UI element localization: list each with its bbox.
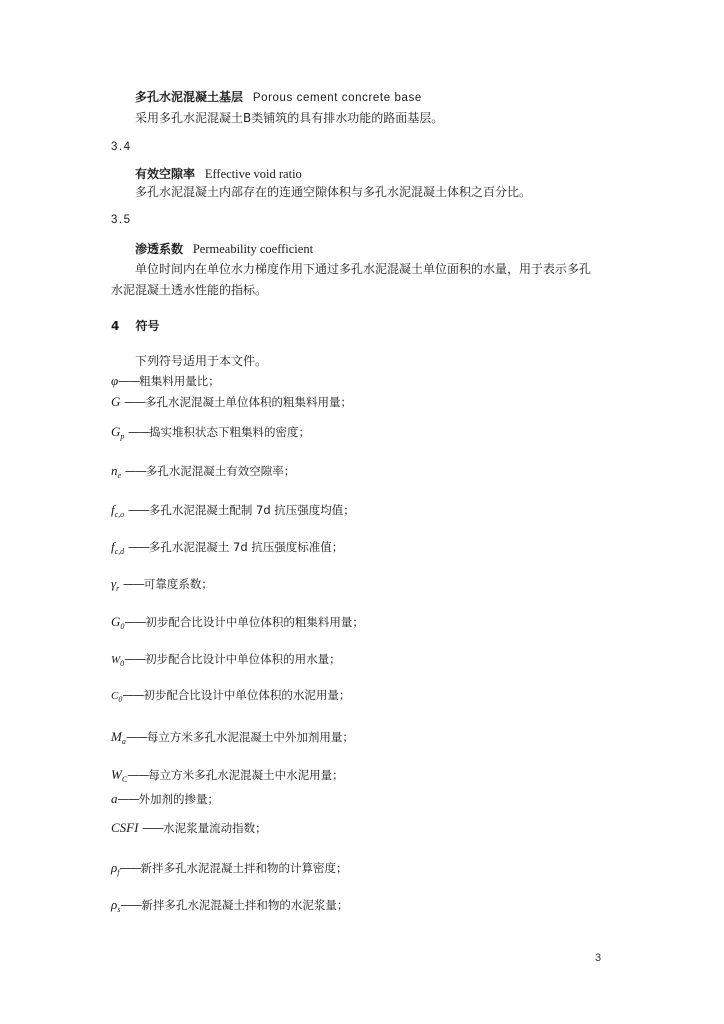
- symbol-dash: ——: [122, 688, 144, 702]
- symbol-dash: ——: [124, 652, 146, 666]
- term-heading-void-ratio: [135, 166, 302, 182]
- symbol-dash: ——: [142, 821, 164, 835]
- symbol: $W_0$: [111, 654, 125, 668]
- symbol-description: 水泥浆量流动指数；: [163, 821, 267, 835]
- section-intro: 下列符号适用于本文件。: [135, 354, 268, 368]
- term-title-en: Effective void ratio: [204, 167, 302, 181]
- symbol-row: [111, 651, 341, 668]
- symbol-description: 可靠度系数；: [143, 577, 213, 591]
- term-title-cn: 有效空隙率: [135, 167, 196, 181]
- symbol-row: [111, 687, 350, 704]
- symbol: $\rho_s$: [111, 897, 121, 914]
- symbol-dash: ——: [127, 503, 149, 517]
- symbol-dash: ——: [120, 898, 142, 912]
- symbol-dash: ——: [124, 395, 146, 409]
- symbol-row: [111, 820, 267, 837]
- clause-number: 3.4: [111, 141, 132, 153]
- term-title-en: Permeability coefficient: [192, 242, 314, 256]
- symbol: $\rho_f$: [111, 860, 120, 877]
- symbol-description: 外加剂的掺量；: [138, 792, 219, 806]
- symbol: a: [111, 791, 118, 806]
- symbol-row: [111, 897, 348, 914]
- symbol-description: 新拌多孔水泥混凝土拌和物的水泥浆量；: [141, 898, 349, 912]
- symbol-row: [111, 539, 343, 556]
- symbol: φ: [111, 373, 119, 388]
- symbol-description: 多孔水泥混凝土配制 7d 抗压强度均值；: [148, 503, 355, 517]
- symbol-description: 每立方米多孔水泥混凝土中水泥用量；: [148, 768, 344, 782]
- term-heading-base: [135, 89, 422, 106]
- term-heading-permeability: [135, 241, 313, 257]
- symbol-description: 捣实堆积状态下粗集料的密度；: [149, 425, 311, 439]
- symbol-row: [111, 502, 355, 519]
- symbol-row: [111, 394, 352, 411]
- symbol-dash: ——: [127, 768, 149, 782]
- section-number: 4: [111, 319, 120, 333]
- symbol-dash: ——: [119, 861, 141, 875]
- term-definition: 采用多孔水泥混凝土B类铺筑的具有排水功能的路面基层。: [135, 111, 444, 125]
- term-title-en: Porous cement concrete base: [252, 92, 422, 104]
- symbol-dash: ——: [128, 425, 150, 439]
- term-definition-line: 单位时间内在单位水力梯度作用下通过多孔水泥混凝土单位面积的水量，用于表示多孔: [135, 262, 592, 276]
- symbol-description: 每立方米多孔水泥混凝土中外加剂用量；: [146, 730, 354, 744]
- term-definition: 多孔水泥混凝土内部存在的连通空隙体积与多孔水泥混凝土体积之百分比。: [135, 185, 532, 199]
- symbol: $C_0$: [111, 690, 123, 704]
- symbol-dash: ——: [122, 577, 144, 591]
- term-definition-line: 水泥混凝土透水性能的指标。: [111, 283, 268, 297]
- term-title-cn: 渗透系数: [135, 242, 184, 256]
- symbol-description: 初步配合比设计中单位体积的用水量；: [145, 652, 341, 666]
- symbol-row: [111, 424, 310, 441]
- symbol-description: 初步配合比设计中单位体积的粗集料用量；: [145, 615, 364, 629]
- page-number: 3: [595, 952, 602, 964]
- symbol: $f_{c,o}$: [111, 502, 125, 519]
- symbol-description: 多孔水泥混凝土 7d 抗压强度标准值；: [148, 540, 344, 554]
- symbol: $f_{c,d}$: [111, 539, 125, 556]
- symbol: $W_C$: [111, 767, 128, 784]
- symbol-dash: ——: [127, 540, 149, 554]
- symbol-dash: ——: [118, 374, 140, 388]
- symbol-row: [111, 463, 295, 480]
- symbol: $M_a$: [111, 729, 126, 746]
- symbol-description: 多孔水泥混凝土有效空隙率；: [145, 464, 296, 478]
- symbol-row: [111, 576, 213, 593]
- symbol: $G_p$: [111, 424, 125, 441]
- section-heading: [111, 318, 160, 334]
- symbol-row: [111, 729, 354, 746]
- symbol-dash: ——: [125, 730, 147, 744]
- symbol-row: [111, 767, 344, 784]
- symbol: $G_0$: [111, 614, 125, 631]
- term-title-cn: 多孔水泥混凝土基层: [135, 90, 244, 104]
- symbol-dash: ——: [124, 464, 146, 478]
- section-title: 符号: [135, 319, 160, 333]
- symbol-row: [111, 614, 364, 631]
- symbol-dash: ——: [124, 615, 146, 629]
- symbol-description: 初步配合比设计中单位体积的水泥用量；: [143, 688, 351, 702]
- symbol-row: [111, 373, 220, 390]
- symbol-description: 多孔水泥混凝土单位体积的粗集料用量；: [145, 395, 353, 409]
- symbol-description: 粗集料用量比；: [139, 374, 220, 388]
- clause-number: 3.5: [111, 214, 132, 226]
- symbol-row: [111, 860, 347, 877]
- symbol: G: [111, 394, 121, 409]
- symbol-description: 新拌多孔水泥混凝土拌和物的计算密度；: [140, 861, 348, 875]
- symbol: CSFI: [111, 820, 139, 835]
- symbol: $n_e$: [111, 463, 122, 480]
- symbol: $\gamma_r$: [111, 576, 120, 593]
- symbol-row: [111, 791, 219, 808]
- symbol-dash: ——: [117, 792, 139, 806]
